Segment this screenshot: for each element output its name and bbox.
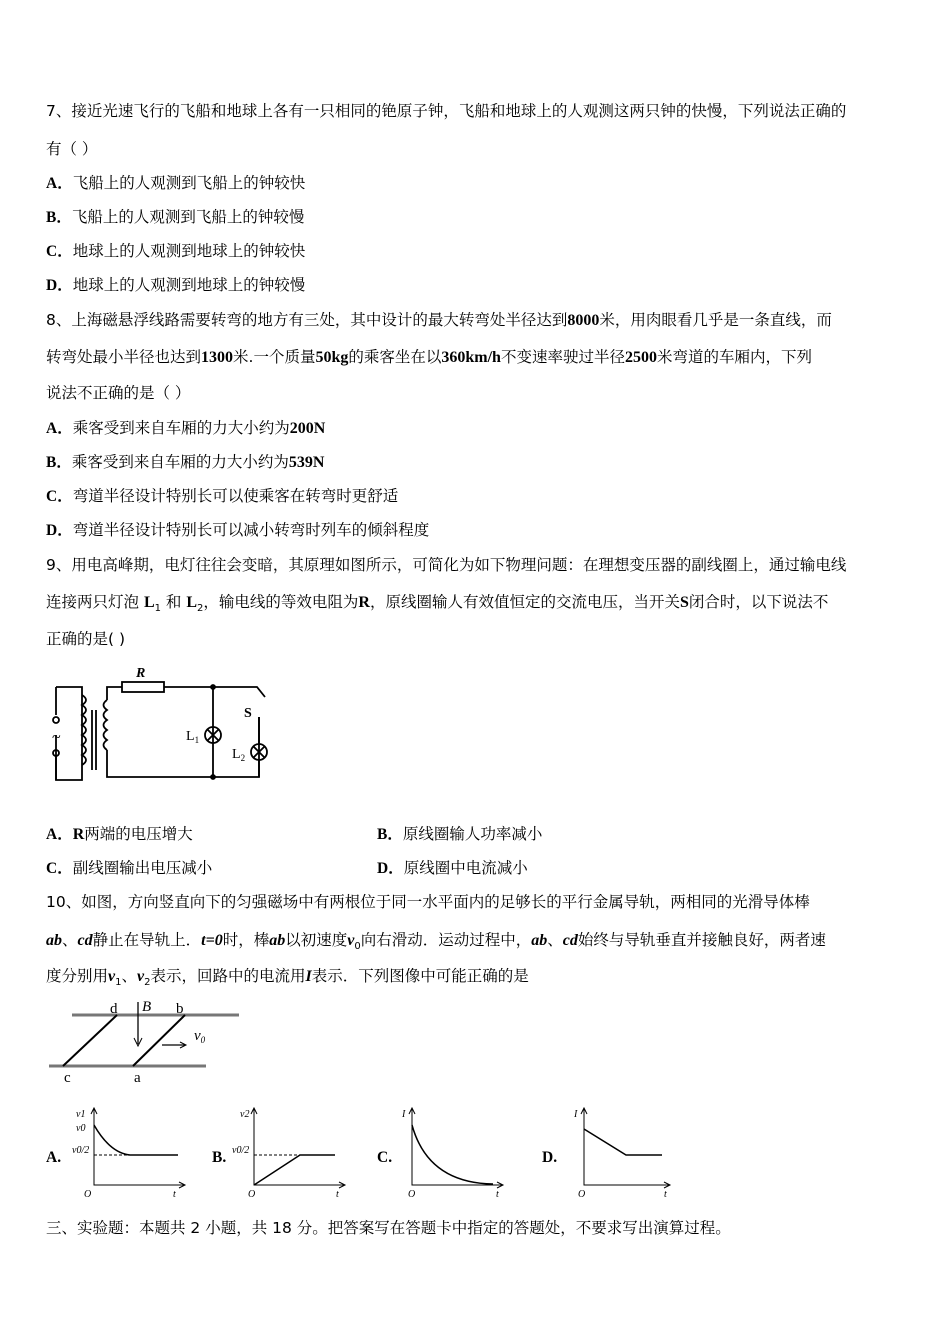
- lamp1-label: $L_1$: [186, 729, 200, 745]
- q10-stem-2: ab、cd静止在导轨上．t=0时，棒ab以初速度$v_0$向右滑动．运动过程中，ab、cd始终与导轨垂直并接触良好，两者速: [46, 931, 826, 953]
- q7-option-a: A．飞船上的人观测到飞船上的钟较快: [46, 174, 306, 192]
- graph-d-ylabel: I: [574, 1109, 578, 1120]
- graph-c-origin: O: [408, 1189, 416, 1200]
- graph-a-origin: O: [84, 1189, 92, 1200]
- q8-stem-3: 说法不正确的是（ ）: [46, 384, 191, 402]
- q9-option-c: C．副线圈输出电压减小: [46, 859, 213, 877]
- graph-a-xlabel: t: [173, 1189, 176, 1200]
- graph-a-letter: A.: [46, 1149, 62, 1166]
- graph-a-v0-mark: v0: [76, 1123, 86, 1134]
- graph-c-xlabel: t: [496, 1189, 499, 1200]
- graph-a-ylabel: v1: [76, 1109, 86, 1120]
- graph-d-letter: D.: [542, 1149, 558, 1166]
- q7-option-b: B．飞船上的人观测到飞船上的钟较慢: [46, 208, 305, 226]
- q9-circuit-diagram: [44, 665, 284, 790]
- q9-option-d: D．原线圈中电流减小: [377, 859, 528, 877]
- label-b: b: [176, 1001, 184, 1017]
- q7-stem-cont: 有（ ）: [46, 140, 98, 158]
- graph-d: [570, 1105, 690, 1200]
- graph-b-letter: B.: [212, 1149, 227, 1166]
- label-d: d: [110, 1001, 118, 1017]
- q9-option-b: B．原线圈输人功率减小: [377, 825, 543, 843]
- section-3-heading: 三、实验题：本题共 2 小题，共 18 分。把答案写在答题卡中指定的答题处，不要求写出演算过程。: [46, 1219, 731, 1237]
- label-B: B: [142, 999, 152, 1015]
- q8-option-a: A．乘客受到来自车厢的力大小约为200N: [46, 419, 326, 437]
- resistor-label: R: [136, 666, 146, 681]
- q9-stem-2: 连接两只灯泡 $L_1$ 和 $L_2$，输电线的等效电阻为R，原线圈输人有效值恒定的交流电压，当开关S闭合时，以下说法不: [46, 593, 829, 615]
- q9-stem-3: 正确的是( ): [46, 630, 126, 648]
- label-c: c: [64, 1070, 71, 1086]
- label-a: a: [134, 1070, 141, 1086]
- graph-b: [230, 1105, 350, 1200]
- graph-b-xlabel: t: [336, 1189, 339, 1200]
- q8-option-c: C．弯道半径设计特别长可以使乘客在转弯时更舒适: [46, 487, 399, 505]
- graph-d-xlabel: t: [664, 1189, 667, 1200]
- graph-c: [398, 1105, 518, 1200]
- q10-stem: 10、如图，方向竖直向下的匀强磁场中有两根位于同一水平面内的足够长的平行金属导轨，两相同的光滑导体棒: [46, 893, 810, 911]
- graph-a: [70, 1105, 190, 1200]
- lamp2-label: $L_2$: [232, 747, 246, 763]
- ac-source-symbol: ~: [52, 729, 61, 746]
- q8-option-b: B．乘客受到来自车厢的力大小约为539N: [46, 453, 325, 471]
- q7-option-d: D．地球上的人观测到地球上的钟较慢: [46, 276, 306, 294]
- q10-stem-3: 度分别用$v_1$、$v_2$表示，回路中的电流用I表示．下列图像中可能正确的是: [46, 967, 529, 989]
- graph-d-origin: O: [578, 1189, 586, 1200]
- switch-label: S: [244, 706, 252, 721]
- q9-stem: 9、用电高峰期，电灯往往会变暗，其原理如图所示，可简化为如下物理问题：在理想变压器的副线圈上，通过输电线: [46, 556, 847, 574]
- graph-b-half-mark: v0/2: [232, 1145, 250, 1156]
- graph-b-ylabel: v2: [240, 1109, 250, 1120]
- q9-option-a: A．R两端的电压增大: [46, 825, 193, 843]
- q7-stem: 7、接近光速飞行的飞船和地球上各有一只相同的铯原子钟，飞船和地球上的人观测这两只钟的快慢，下列说法正确的: [46, 102, 847, 120]
- graph-a-half-mark: v0/2: [72, 1145, 90, 1156]
- q8-stem: 8、上海磁悬浮线路需要转弯的地方有三处，其中设计的最大转弯处半径达到8000米，用肉眼看几乎是一条直线，而: [46, 311, 832, 329]
- graph-c-letter: C.: [377, 1149, 393, 1166]
- q8-option-d: D．弯道半径设计特别长可以减小转弯时列车的倾斜程度: [46, 521, 430, 539]
- graph-c-ylabel: I: [402, 1109, 406, 1120]
- q10-rails-diagram: [44, 998, 244, 1088]
- q8-stem-2: 转弯处最小半径也达到1300米.一个质量50kg的乘客坐在以360km/h不变速率驶过半径2500米弯道的车厢内，下列: [46, 348, 812, 366]
- label-v0: $v_0$: [194, 1028, 206, 1045]
- graph-b-origin: O: [248, 1189, 256, 1200]
- q7-option-c: C．地球上的人观测到地球上的钟较快: [46, 242, 306, 260]
